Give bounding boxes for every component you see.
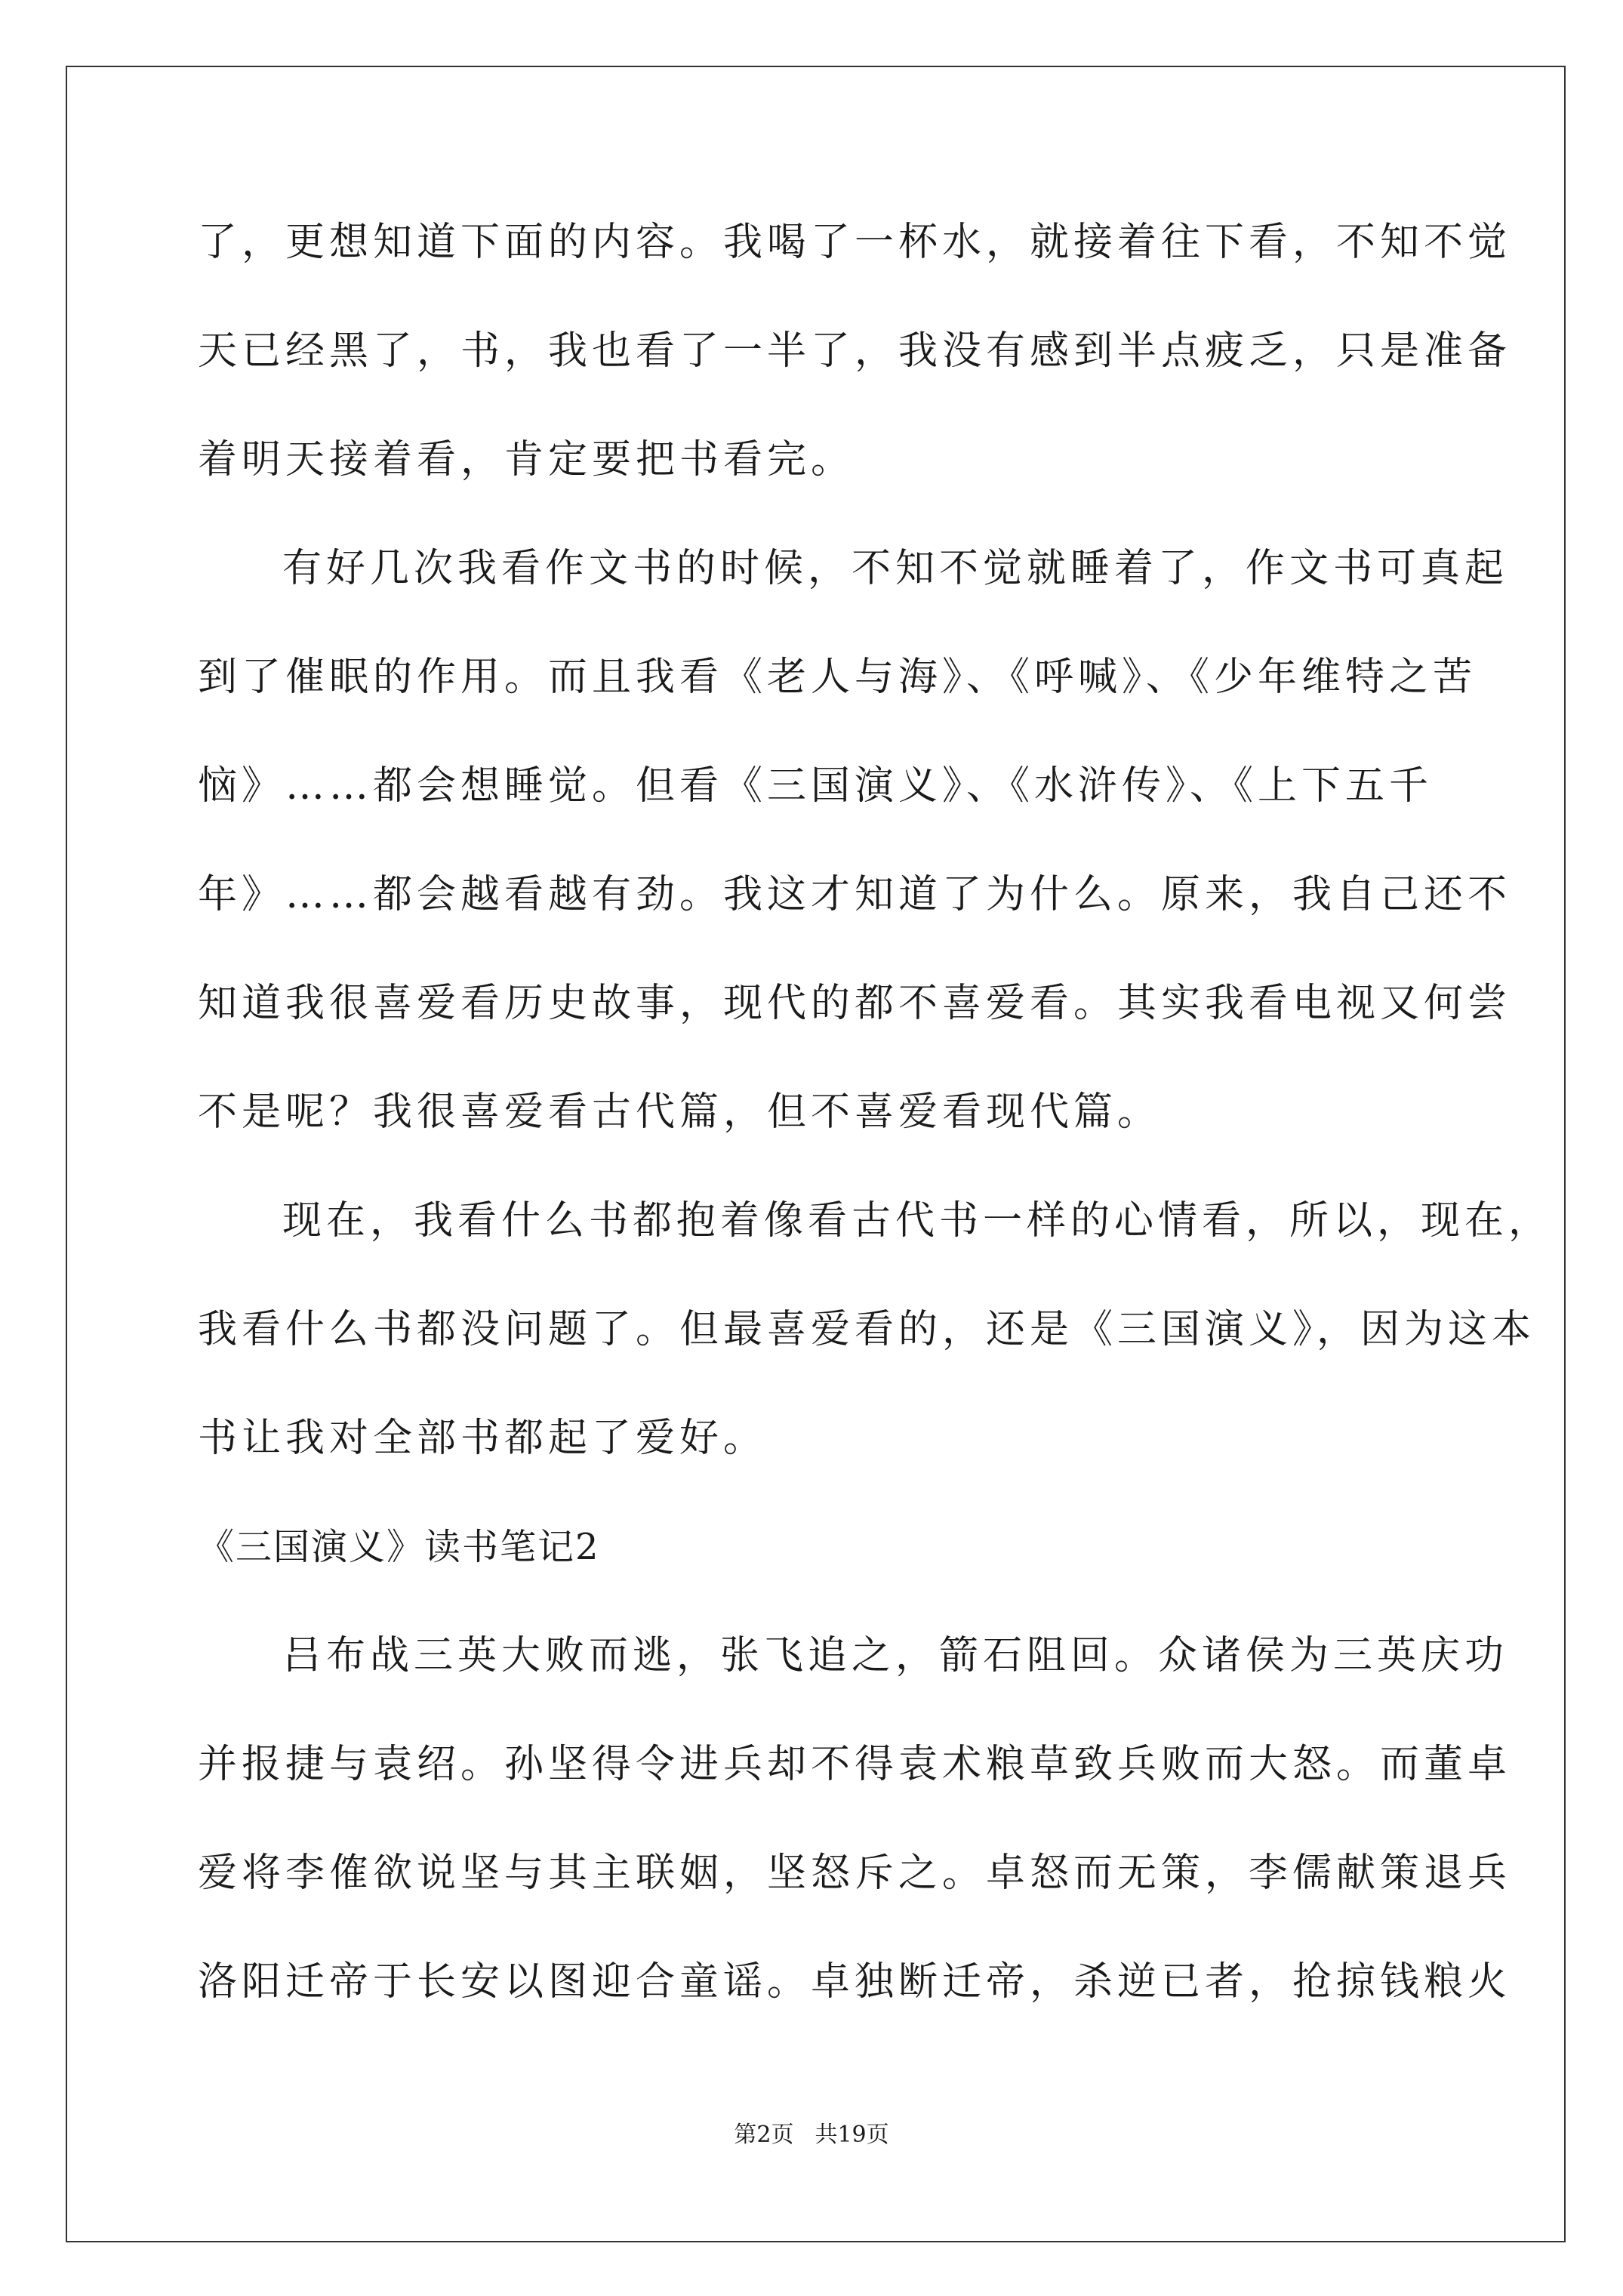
text-line: 到了催眠的作用。而且我看《老人与海》、《呼喊》、《少年维特之苦 [198, 655, 1477, 700]
text-line: 并报捷与袁绍。孙坚得令进兵却不得袁术粮草致兵败而大怒。而董卓 [198, 1742, 1512, 1787]
text-line: 知道我很喜爱看历史故事，现代的都不喜爱看。其实我看电视又何尝 [198, 981, 1512, 1026]
text-line: 爱将李傕欲说坚与其主联姻，坚怒斥之。卓怒而无策，李儒献策退兵 [198, 1851, 1512, 1896]
page-number: 第2页 [734, 2122, 794, 2148]
text-line: 了，更想知道下面的内容。我喝了一杯水，就接着往下看，不知不觉 [198, 220, 1512, 265]
text-line: 我看什么书都没问题了。但最喜爱看的，还是《三国演义》，因为这本 [198, 1307, 1536, 1352]
text-line: 洛阳迁帝于长安以图迎合童谣。卓独断迁帝，杀逆已者，抢掠钱粮火 [198, 1959, 1512, 2005]
text-line: 不是呢？我很喜爱看古代篇，但不喜爱看现代篇。 [198, 1089, 1162, 1135]
text-line: 书让我对全部书都起了爱好。 [198, 1416, 768, 1461]
paragraph-start-line: 有好几次我看作文书的时候，不知不觉就睡着了，作文书可真起 [282, 546, 1509, 591]
section-heading: 《三国演义》读书笔记2 [198, 1526, 600, 1568]
text-line: 着明天接着看，肯定要把书看完。 [198, 437, 855, 482]
page-footer [0, 2122, 1623, 2149]
paragraph-start-line: 现在，我看什么书都抱着像看古代书一样的心情看，所以，现在， [282, 1198, 1553, 1244]
text-line: 天已经黑了，书，我也看了一半了，我没有感到半点疲乏，只是准备 [198, 328, 1512, 374]
paragraph-start-line: 吕布战三英大败而逃，张飞追之，箭石阻回。众诸侯为三英庆功 [282, 1633, 1509, 1678]
page-total: 共19页 [815, 2122, 889, 2148]
text-line: 年》……都会越看越有劲。我这才知道了为什么。原来，我自己还不 [198, 872, 1512, 917]
text-line: 恼》……都会想睡觉。但看《三国演义》、《水浒传》、《上下五千 [198, 763, 1434, 809]
document-body [198, 219, 1553, 2005]
